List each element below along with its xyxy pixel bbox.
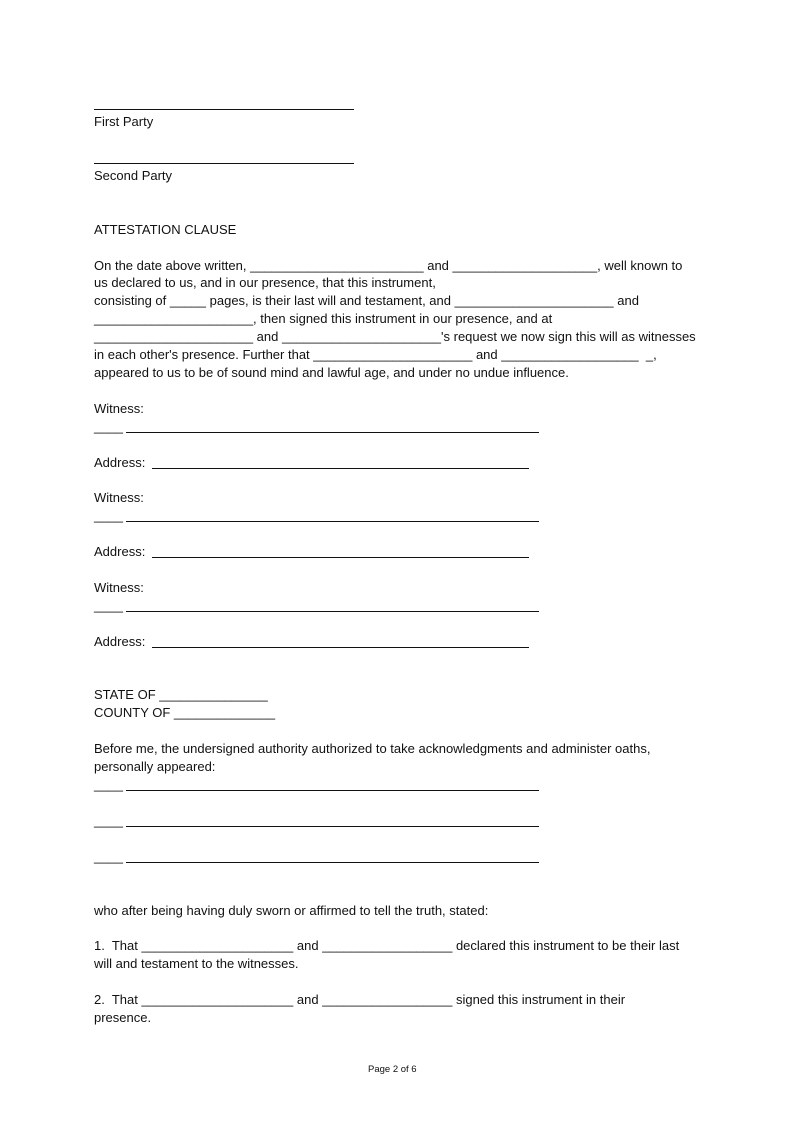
address-line xyxy=(152,557,529,558)
appearing-party-prefix: ____ xyxy=(94,849,123,864)
witness-signature-line xyxy=(126,432,539,433)
witness-label: Witness: xyxy=(94,490,144,505)
witness-signature-line xyxy=(126,611,539,612)
first-party-signature-line xyxy=(94,109,354,110)
first-party-label: First Party xyxy=(94,114,154,129)
sworn-item-1: 1. That _____________________ and __________________ declared this instrument to be their last xyxy=(94,938,680,953)
state-of-line: STATE OF _______________ xyxy=(94,687,268,702)
acknowledgment-line: Before me, the undersigned authority authorized to take acknowledgments and administer oaths, xyxy=(94,741,651,756)
witness-line-prefix: ____ xyxy=(94,419,123,434)
address-line xyxy=(152,647,529,648)
witness-label: Witness: xyxy=(94,580,144,595)
page-number: Page 2 of 6 xyxy=(368,1064,417,1075)
address-line xyxy=(152,468,529,469)
address-label: Address: xyxy=(94,634,146,649)
attestation-line: in each other's presence. Further that ______________________ and ___________________ _, xyxy=(94,347,657,362)
appearing-party-prefix: ____ xyxy=(94,777,123,792)
sworn-intro: who after being having duly sworn or affirmed to tell the truth, stated: xyxy=(94,903,489,918)
witness-line-prefix: ____ xyxy=(94,598,123,613)
appearing-party-line xyxy=(126,790,539,791)
sworn-item-2-cont: presence. xyxy=(94,1010,152,1025)
attestation-line: appeared to us to be of sound mind and lawful age, and under no undue influence. xyxy=(94,365,569,380)
witness-label: Witness: xyxy=(94,401,144,416)
address-label: Address: xyxy=(94,455,146,470)
attestation-line: ______________________, then signed this instrument in our presence, and at xyxy=(94,311,553,326)
attestation-heading: ATTESTATION CLAUSE xyxy=(94,222,237,237)
witness-signature-line xyxy=(126,521,539,522)
second-party-signature-line xyxy=(94,163,354,164)
sworn-item-2: 2. That _____________________ and __________________ signed this instrument in their xyxy=(94,992,626,1007)
acknowledgment-line: personally appeared: xyxy=(94,759,216,774)
second-party-label: Second Party xyxy=(94,168,173,183)
appearing-party-line xyxy=(126,826,539,827)
attestation-line: ______________________ and ______________________'s request we now sign this will as witnesses xyxy=(94,329,696,344)
appearing-party-line xyxy=(126,862,539,863)
attestation-line: On the date above written, ________________________ and ____________________, well known to xyxy=(94,258,683,273)
address-label: Address: xyxy=(94,544,146,559)
witness-line-prefix: ____ xyxy=(94,508,123,523)
attestation-line: us declared to us, and in our presence, that this instrument, xyxy=(94,275,436,290)
county-of-line: COUNTY OF ______________ xyxy=(94,705,276,720)
sworn-item-1-cont: will and testament to the witnesses. xyxy=(94,956,299,971)
appearing-party-prefix: ____ xyxy=(94,813,123,828)
attestation-line: consisting of _____ pages, is their last will and testament, and ______________________ and xyxy=(94,293,639,308)
